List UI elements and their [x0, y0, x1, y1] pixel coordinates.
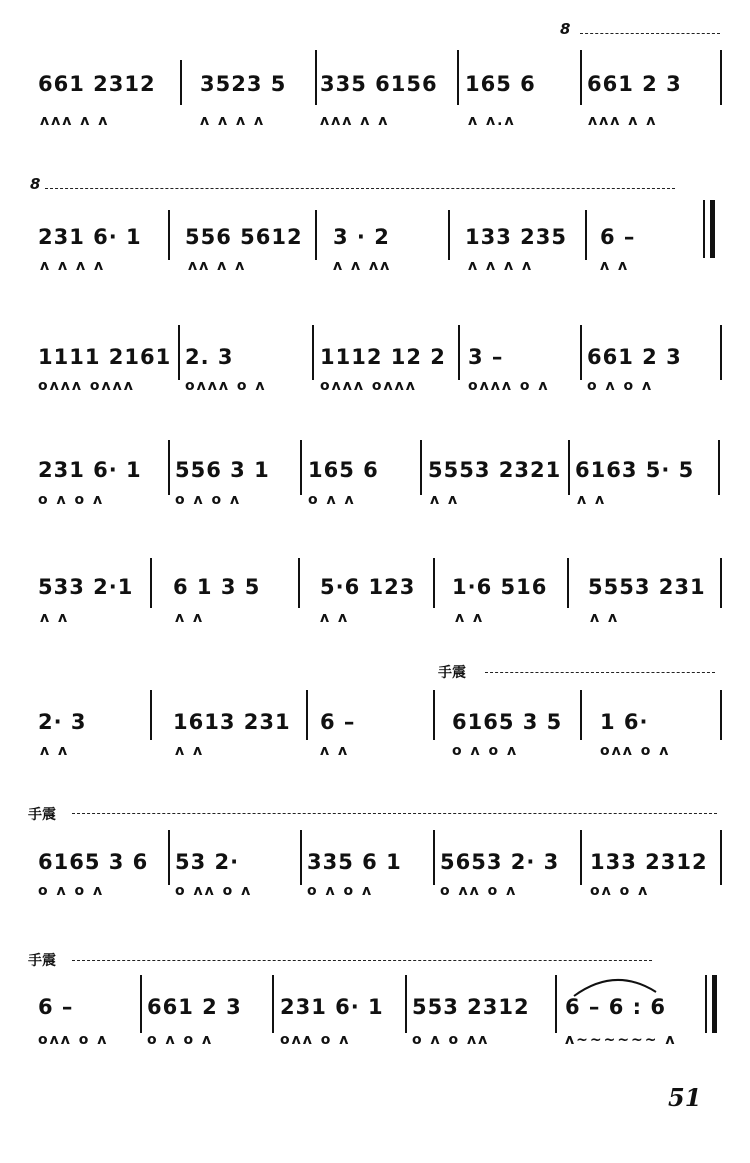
- barline: [315, 50, 317, 105]
- measure-marks: ʌ~~~~~~ ʌ: [565, 1032, 677, 1048]
- barline: [298, 558, 300, 608]
- technique-label: 手震: [438, 665, 466, 681]
- measure-marks: ʌ ʌ: [320, 610, 350, 626]
- measure-notes: 6 – 6 : 6: [565, 995, 666, 1019]
- barline: [720, 50, 722, 105]
- technique-label: 手震: [28, 807, 56, 823]
- measure-marks: ʌ ʌ: [430, 492, 460, 508]
- barline: [420, 440, 422, 495]
- technique-line: [72, 813, 717, 814]
- barline: [720, 830, 722, 885]
- measure-notes: 165 6: [308, 458, 379, 482]
- measure-marks: ʌʌʌ ʌ ʌ: [320, 113, 390, 129]
- measure-notes: 165 6: [465, 72, 536, 96]
- octave-line: [45, 188, 675, 189]
- measure-notes: 1112 12 2: [320, 345, 446, 369]
- measure-marks: o ʌ o ʌ: [38, 883, 105, 899]
- technique-label: 手震: [28, 953, 56, 969]
- measure-notes: 6 1 3 5: [173, 575, 261, 599]
- measure-marks: oʌ o ʌ: [590, 883, 650, 899]
- measure-marks: o ʌ ʌ: [308, 492, 356, 508]
- octave-mark: 8: [560, 20, 571, 38]
- barline: [140, 975, 142, 1033]
- barline: [180, 60, 182, 105]
- barline: [272, 975, 274, 1033]
- barline: [568, 440, 570, 495]
- barline: [433, 830, 435, 885]
- measure-notes: 133 235: [465, 225, 567, 249]
- barline: [433, 558, 435, 608]
- final-barline: [712, 975, 717, 1033]
- measure-marks: ʌ ʌ: [455, 610, 485, 626]
- measure-marks: o ʌ o ʌ: [307, 883, 374, 899]
- measure-marks: ʌ ʌ ʌʌ: [333, 258, 392, 274]
- barline: [168, 210, 170, 260]
- measure-marks: oʌʌʌ o ʌ: [185, 378, 267, 394]
- technique-line: [72, 960, 652, 961]
- measure-marks: oʌʌʌ oʌʌʌ: [320, 378, 417, 394]
- measure-notes: 5653 2· 3: [440, 850, 560, 874]
- measure-notes: 6 –: [600, 225, 636, 249]
- barline: [306, 690, 308, 740]
- measure-marks: ʌʌʌ ʌ ʌ: [588, 113, 658, 129]
- measure-marks: oʌʌ o ʌ: [600, 743, 671, 759]
- measure-notes: 6 –: [38, 995, 74, 1019]
- octave-line: [580, 33, 720, 34]
- barline: [705, 975, 707, 1033]
- measure-notes: 335 6 1: [307, 850, 402, 874]
- measure-notes: 1·6 516: [452, 575, 548, 599]
- barline: [458, 325, 460, 380]
- barline: [433, 690, 435, 740]
- final-barline: [710, 200, 715, 258]
- barline: [448, 210, 450, 260]
- measure-marks: ʌʌ ʌ ʌ: [188, 258, 247, 274]
- barline: [315, 210, 317, 260]
- measure-marks: oʌʌ o ʌ: [38, 1032, 109, 1048]
- measure-notes: 3 –: [468, 345, 504, 369]
- barline: [718, 440, 720, 495]
- measure-notes: 533 2·1: [38, 575, 134, 599]
- barline: [300, 440, 302, 495]
- octave-mark: 8: [30, 175, 41, 193]
- barline: [585, 210, 587, 260]
- measure-notes: 133 2312: [590, 850, 708, 874]
- measure-notes: 6163 5· 5: [575, 458, 695, 482]
- measure-notes: 661 2 3: [147, 995, 242, 1019]
- measure-marks: o ʌʌ o ʌ: [175, 883, 253, 899]
- measure-notes: 6 –: [320, 710, 356, 734]
- barline: [300, 830, 302, 885]
- measure-notes: 335 6156: [320, 72, 438, 96]
- measure-notes: 556 5612: [185, 225, 303, 249]
- measure-marks: o ʌ o ʌ: [452, 743, 519, 759]
- measure-notes: 231 6· 1: [38, 458, 142, 482]
- measure-notes: 1613 231: [173, 710, 291, 734]
- barline: [720, 325, 722, 380]
- measure-marks: ʌ ʌ: [40, 743, 70, 759]
- measure-notes: 5·6 123: [320, 575, 416, 599]
- measure-marks: oʌʌ o ʌ: [280, 1032, 351, 1048]
- barline: [150, 690, 152, 740]
- measure-notes: 3 · 2: [333, 225, 390, 249]
- measure-notes: 6165 3 5: [452, 710, 563, 734]
- barline: [580, 325, 582, 380]
- barline: [720, 690, 722, 740]
- barline: [580, 690, 582, 740]
- measure-notes: 3523 5: [200, 72, 287, 96]
- measure-notes: 1 6·: [600, 710, 649, 734]
- measure-marks: ʌ ʌ: [320, 743, 350, 759]
- measure-marks: ʌ ʌ: [175, 743, 205, 759]
- barline: [150, 558, 152, 608]
- barline: [567, 558, 569, 608]
- measure-marks: ʌ ʌ.ʌ: [468, 113, 516, 129]
- measure-marks: ʌ ʌ ʌ ʌ: [468, 258, 534, 274]
- measure-marks: o ʌ o ʌ: [175, 492, 242, 508]
- measure-marks: ʌ ʌ: [175, 610, 205, 626]
- barline: [555, 975, 557, 1033]
- measure-notes: 1111 2161: [38, 345, 172, 369]
- barline: [312, 325, 314, 380]
- measure-marks: o ʌ o ʌ: [38, 492, 105, 508]
- measure-marks: o ʌʌ o ʌ: [440, 883, 518, 899]
- measure-notes: 661 2 3: [587, 345, 682, 369]
- measure-notes: 661 2312: [38, 72, 156, 96]
- measure-notes: 553 2312: [412, 995, 530, 1019]
- measure-marks: ʌ ʌ: [600, 258, 630, 274]
- barline: [580, 50, 582, 105]
- measure-marks: ʌ ʌ ʌ ʌ: [200, 113, 266, 129]
- measure-marks: ʌʌʌ ʌ ʌ: [40, 113, 110, 129]
- measure-notes: 661 2 3: [587, 72, 682, 96]
- measure-marks: o ʌ o ʌʌ: [412, 1032, 490, 1048]
- measure-notes: 5553 231: [588, 575, 706, 599]
- measure-marks: oʌʌʌ oʌʌʌ: [38, 378, 135, 394]
- barline: [168, 440, 170, 495]
- measure-notes: 6165 3 6: [38, 850, 149, 874]
- barline: [720, 558, 722, 608]
- barline: [703, 200, 705, 258]
- measure-marks: o ʌ o ʌ: [587, 378, 654, 394]
- measure-marks: ʌ ʌ: [577, 492, 607, 508]
- measure-marks: ʌ ʌ: [590, 610, 620, 626]
- measure-notes: 556 3 1: [175, 458, 270, 482]
- measure-marks: ʌ ʌ: [40, 610, 70, 626]
- measure-notes: 2. 3: [185, 345, 234, 369]
- measure-marks: oʌʌʌ o ʌ: [468, 378, 550, 394]
- measure-notes: 231 6· 1: [38, 225, 142, 249]
- barline: [457, 50, 459, 105]
- technique-line: [485, 672, 715, 673]
- barline: [405, 975, 407, 1033]
- barline: [178, 325, 180, 380]
- measure-marks: o ʌ o ʌ: [147, 1032, 214, 1048]
- page-number: 51: [668, 1083, 702, 1112]
- measure-notes: 5553 2321: [428, 458, 562, 482]
- measure-marks: ʌ ʌ ʌ ʌ: [40, 258, 106, 274]
- barline: [168, 830, 170, 885]
- measure-notes: 2· 3: [38, 710, 87, 734]
- barline: [580, 830, 582, 885]
- measure-notes: 53 2·: [175, 850, 240, 874]
- measure-notes: 231 6· 1: [280, 995, 384, 1019]
